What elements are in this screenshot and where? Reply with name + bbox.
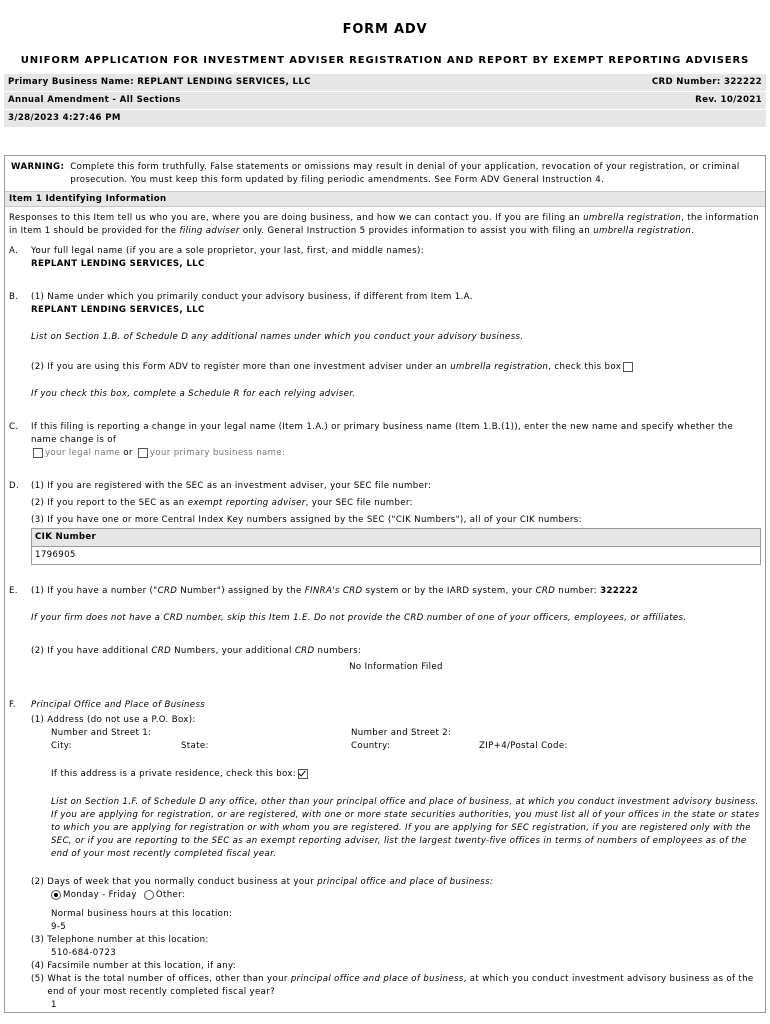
q-em: umbrella registration (450, 362, 549, 372)
timestamp: 3/28/2023 4:27:46 PM (8, 113, 121, 123)
intro-text: , the information in Item 1 should be provided for the (9, 213, 759, 236)
item-1d3-question: (3) If you have one or more Central Index Key numbers assigned by the SEC ("CIK Numbers"), all of your CIK numbers: (31, 515, 582, 525)
state-label: State: (181, 741, 209, 751)
days-options (51, 889, 761, 902)
zip-label: ZIP+4/Postal Code: (479, 741, 568, 751)
item-1f5-question: (5) What is the total number of offices, other than your principal office and place of business, at which you conduct investment advisory business as of the end of your most recently completed fiscal year? (31, 974, 754, 997)
q-em: CRD (294, 646, 315, 656)
header-row-2 (4, 92, 766, 109)
umbrella-checkbox[interactable] (623, 362, 633, 372)
item-1c (5, 421, 765, 460)
address-row-1 (51, 727, 761, 740)
item-1a (5, 245, 765, 271)
warning-text: Complete this form truthfully. False statements or omissions may result in denial of your application, revocation of your registration, or criminal prosecution. You must keep this form updated by filing periodic amendments. See Form ADV General Instruction 4. (70, 162, 740, 185)
q-text: (2) If you have additional (31, 646, 152, 656)
item1-intro (5, 207, 765, 243)
q-em: FINRA's CRD (304, 586, 363, 596)
item-1e2-question (31, 645, 761, 658)
item-label: D. (9, 481, 20, 491)
business-name: REPLANT LENDING SERVICES, LLC (31, 305, 205, 315)
other-days-label: Other: (155, 890, 186, 900)
q-em: exempt reporting adviser (187, 498, 306, 508)
item-1b-note1: List on Section 1.B. of Schedule D any additional names under which you conduct your advisory business. (31, 332, 524, 342)
cik-value: 1796905 (35, 550, 76, 560)
item-1b2-question (31, 361, 761, 374)
q-text: numbers: (314, 646, 362, 656)
item-1e (5, 585, 765, 674)
header-row-1 (4, 74, 766, 91)
name-change-options (31, 447, 761, 460)
warning (5, 156, 765, 191)
private-residence-checkbox[interactable] (298, 769, 308, 779)
form-body (4, 155, 766, 1013)
intro-em: filing adviser (179, 226, 240, 236)
intro-text: . (691, 226, 695, 236)
opt-business-name: your primary business name: (149, 448, 286, 458)
item-1d2-question (31, 497, 761, 510)
business-name-checkbox[interactable] (138, 448, 148, 458)
item-1f (5, 699, 765, 1012)
private-residence-label: If this address is a private residence, check this box: (51, 769, 297, 779)
intro-text: only. General Instruction 5 provides information to assist you with filing an (239, 226, 594, 236)
street1-label: Number and Street 1: (51, 728, 152, 738)
item-label: B. (9, 292, 19, 302)
q-text: Numbers, your additional (171, 646, 295, 656)
header-row-3 (4, 110, 766, 127)
item-1b1-question: (1) Name under which you primarily conduct your advisory business, if different from Item 1.A. (31, 292, 473, 302)
opt-legal-name: your legal name (45, 448, 121, 458)
q-text: , check this box (548, 362, 622, 372)
q-em: CRD (157, 586, 178, 596)
q-em: CRD (535, 586, 556, 596)
item-label: C. (9, 422, 19, 432)
item-1b (5, 291, 765, 401)
q-text: Number") assigned by the (177, 586, 305, 596)
item-1f2-question (31, 876, 761, 889)
warning-label: WARNING: (11, 162, 65, 172)
cik-table (31, 528, 761, 565)
item-1b-note2: If you check this box, complete a Schedule R for each relying adviser. (31, 389, 356, 399)
monday-friday-radio[interactable] (51, 890, 61, 900)
item-1f3-question: (3) Telephone number at this location: (31, 935, 209, 945)
other-days-radio[interactable] (144, 890, 154, 900)
revision: Rev. 10/2021 (695, 95, 762, 105)
country-label: Country: (351, 741, 391, 751)
intro-em: umbrella registration (583, 213, 682, 223)
q-text: (2) If you are using this Form ADV to register more than one investment adviser under an (31, 362, 451, 372)
or-text: or (123, 448, 133, 458)
primary-business-name: Primary Business Name: REPLANT LENDING SERVICES, LLC (8, 77, 311, 87)
legal-name-checkbox[interactable] (33, 448, 43, 458)
item1-heading: Item 1 Identifying Information (5, 191, 765, 207)
q-text: (2) Days of week that you normally conduct business at your (31, 877, 318, 887)
hours-value: 9-5 (51, 922, 67, 932)
city-label: City: (51, 741, 72, 751)
crd-number: CRD Number: 322222 (651, 77, 762, 87)
item-1e-note: If your firm does not have a CRD number, skip this Item 1.E. Do not provide the CRD number of one of your officers, employees, or affiliates. (31, 613, 687, 623)
item-1d (5, 480, 765, 565)
item-1a-question: Your full legal name (if you are a sole proprietor, your last, first, and middle names): (31, 246, 424, 256)
q-text: (2) If you report to the SEC as an (31, 498, 188, 508)
q-em: CRD (151, 646, 172, 656)
q-em: principal office and place of business: (317, 877, 494, 887)
item-label: F. (9, 700, 16, 710)
item-1e1-question (31, 585, 761, 598)
q-text: What is the total number of offices, other than your (47, 974, 291, 984)
item-1f-note: List on Section 1.F. of Schedule D any office, other than your principal office and place of business, at which you conduct investment advisory business. If you are applying for registration, or are registered, with one or more state securities authorities, you must list all of your offices in the state or states to which you are applying for registration or with whom you are registered. If you are applying for SEC registration, if you are registered only with the SEC, or if you are reporting to the SEC as an exempt reporting adviser, list the largest twenty-five offices in terms of numbers of employees as of the end of your most recently completed fiscal year. (51, 797, 760, 859)
item-1f4-question: (4) Facsimile number at this location, if any: (31, 961, 237, 971)
hours-label: Normal business hours at this location: (51, 909, 233, 919)
intro-em: umbrella registration (593, 226, 692, 236)
q-text: , your SEC file number: (305, 498, 413, 508)
q-text: number: (555, 586, 601, 596)
item-1f-heading: Principal Office and Place of Business (31, 700, 206, 710)
item-label: E. (9, 586, 18, 596)
amendment-type: Annual Amendment - All Sections (8, 95, 181, 105)
item-label: A. (9, 246, 19, 256)
no-info-filed: No Information Filed (349, 662, 443, 672)
q-text: system or by the IARD system, your (362, 586, 536, 596)
q-text: (1) If you have a number (" (31, 586, 158, 596)
street2-label: Number and Street 2: (351, 728, 452, 738)
legal-name: REPLANT LENDING SERVICES, LLC (31, 259, 205, 269)
intro-text: Responses to this Item tell us who you are, where you are doing business, and how we can contact you. If you are filing an (9, 213, 584, 223)
private-residence (51, 768, 761, 781)
cik-header: CIK Number (32, 529, 760, 547)
q-em: principal office and place of business (290, 974, 464, 984)
item-1f1-question: (1) Address (do not use a P.O. Box): (31, 715, 196, 725)
address-row-2 (51, 740, 761, 753)
crd-value: 322222 (600, 586, 639, 596)
monday-friday-label: Monday - Friday (63, 890, 137, 900)
form-subtitle: UNIFORM APPLICATION FOR INVESTMENT ADVISER REGISTRATION AND REPORT BY EXEMPT REPORTING ADVISERS (20, 55, 750, 66)
item-1d1-question: (1) If you are registered with the SEC as an investment adviser, your SEC file number: (31, 481, 432, 491)
filing-header (4, 74, 766, 127)
offices-count: 1 (51, 1000, 57, 1010)
phone-value: 510-684-0723 (51, 948, 117, 958)
item-1c-question: If this filing is reporting a change in your legal name (Item 1.A.) or primary business name (Item 1.B.(1)), enter the new name and specify whether the name change is of (31, 422, 734, 445)
form-title: FORM ADV (342, 22, 428, 37)
q-text: , at which you conduct investment advisory business as of the end of your most recently completed fiscal year? (47, 974, 754, 997)
